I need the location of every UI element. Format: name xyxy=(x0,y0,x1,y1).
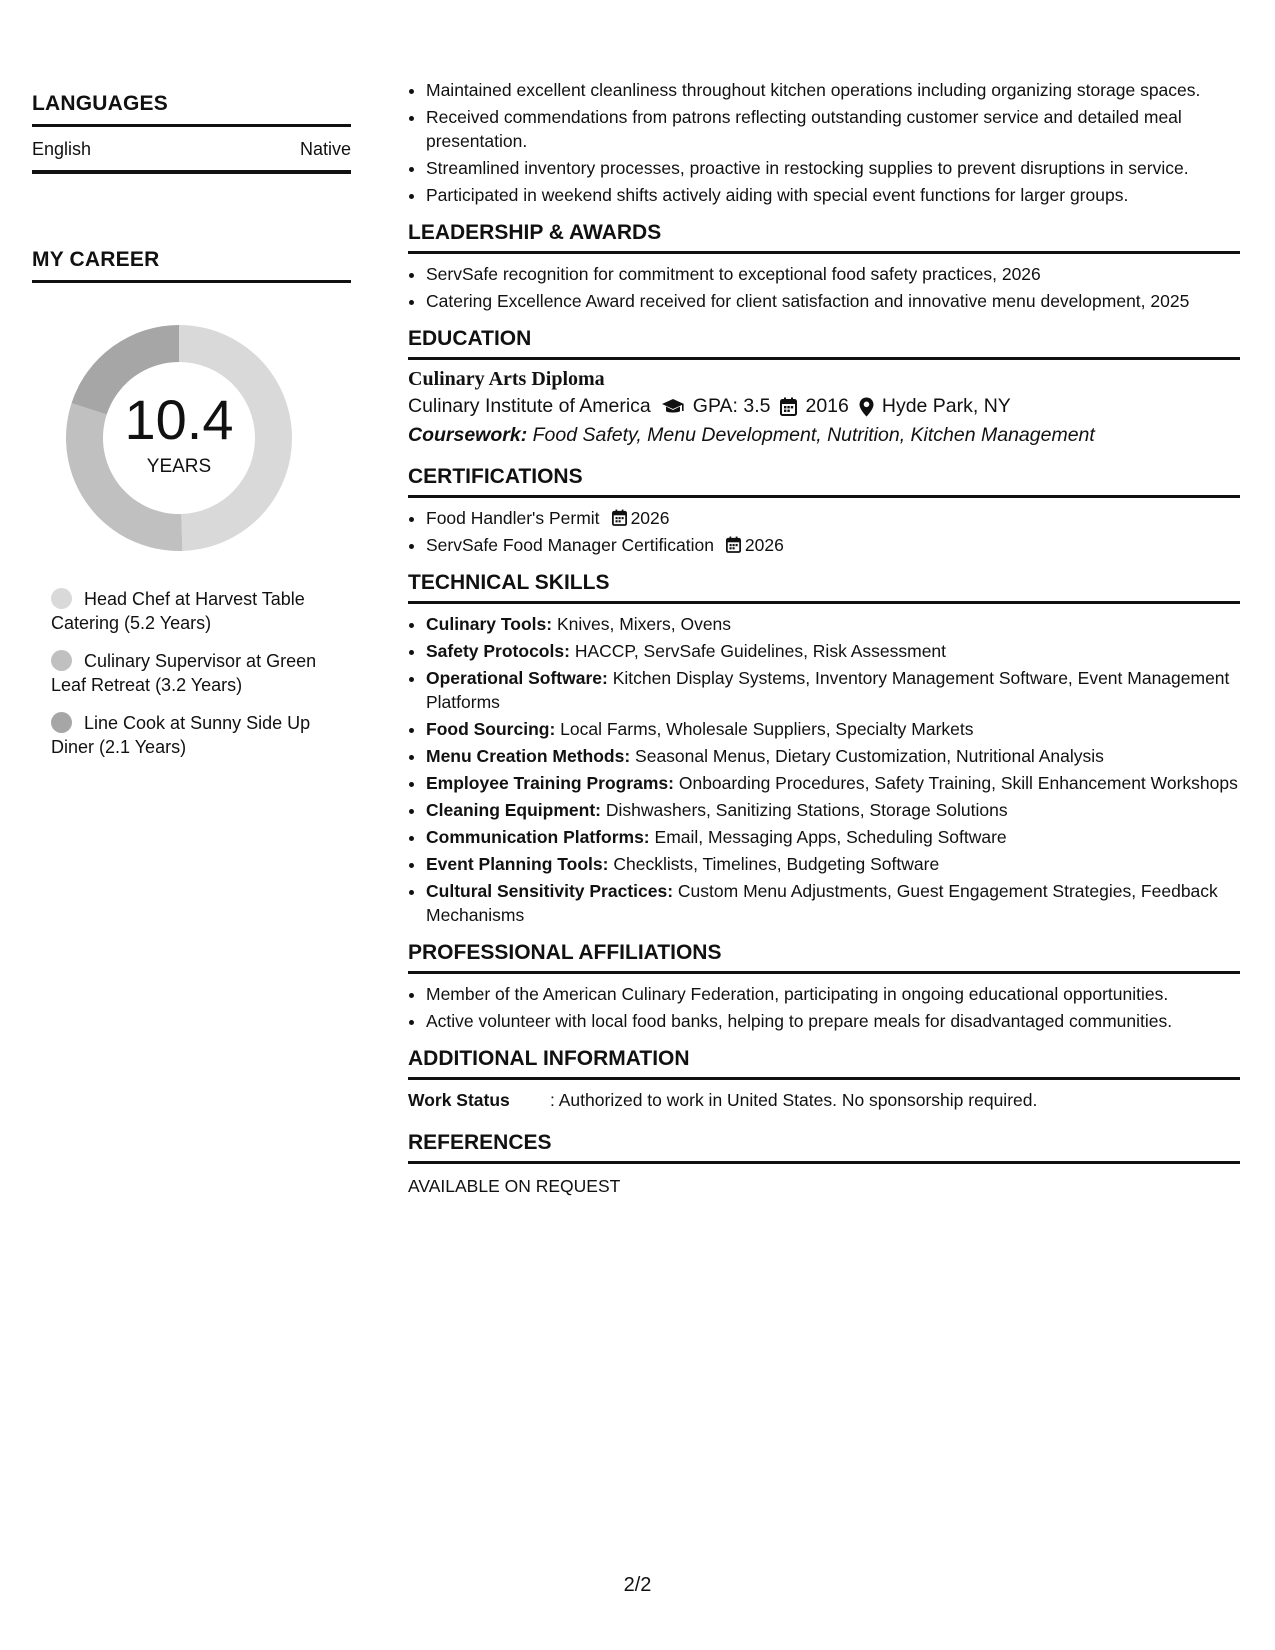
coursework-text: Food Safety, Menu Development, Nutrition, Kitchen Management xyxy=(532,424,1095,446)
leadership-item: • Catering Excellence Award received for client satisfaction and innovative menu development, 2025 xyxy=(426,289,1240,313)
career-legend-item xyxy=(51,711,341,759)
career-heading: MY CAREER xyxy=(32,248,160,271)
education-degree: Culinary Arts Diploma xyxy=(408,368,605,390)
languages-section xyxy=(32,92,351,174)
leadership-item: • ServSafe recognition for commitment to exceptional food safety practices, 2026 xyxy=(426,262,1240,286)
leadership-heading: LEADERSHIP & AWARDS xyxy=(408,221,1240,254)
skill-item xyxy=(426,666,1240,714)
skill-value: Custom Menu Adjustments, Guest Engagement Strategies, Feedback Mechanisms xyxy=(426,881,1218,925)
skills-heading: TECHNICAL SKILLS xyxy=(408,571,1240,604)
education-school: Culinary Institute of America xyxy=(408,395,651,417)
skill-value: Email, Messaging Apps, Scheduling Software xyxy=(654,827,1007,847)
education-gpa: GPA: 3.5 xyxy=(692,395,771,417)
references-text: AVAILABLE ON REQUEST xyxy=(408,1176,621,1196)
experience-bullet: • Received commendations from patrons reflecting outstanding customer service and detailed meal presentation. xyxy=(426,105,1240,153)
map-pin-icon xyxy=(859,397,874,417)
skill-value: Knives, Mixers, Ovens xyxy=(556,614,732,634)
work-status-value: : Authorized to work in United States. No sponsorship required. xyxy=(550,1090,1038,1110)
certification-name: ServSafe Food Manager Certification xyxy=(426,535,714,555)
coursework-label: Coursework: xyxy=(408,424,528,446)
skill-label: Communication Platforms: xyxy=(426,827,650,847)
skill-value: Kitchen Display Systems, Inventory Management Software, Event Management Platforms xyxy=(426,668,1230,712)
certifications-list xyxy=(408,506,1240,557)
skill-value: HACCP, ServSafe Guidelines, Risk Assessment xyxy=(574,641,947,661)
career-donut xyxy=(66,325,292,551)
skill-label: Safety Protocols: xyxy=(426,641,570,661)
skill-label: Cultural Sensitivity Practices: xyxy=(426,881,674,901)
skills-list xyxy=(408,612,1240,927)
education-heading: EDUCATION xyxy=(408,327,1240,360)
languages-heading: LANGUAGES xyxy=(32,92,168,115)
experience-bullet: • Maintained excellent cleanliness throughout kitchen operations including organizing storage spaces. xyxy=(426,78,1240,102)
skill-label: Event Planning Tools: xyxy=(426,854,609,874)
skill-label: Culinary Tools: xyxy=(426,614,553,634)
skill-item xyxy=(426,771,1240,795)
skill-value: Local Farms, Wholesale Suppliers, Specialty Markets xyxy=(560,719,974,739)
leadership-list xyxy=(408,262,1240,313)
education-location: Hyde Park, NY xyxy=(881,395,1011,417)
affiliations-list xyxy=(408,982,1240,1033)
career-total-value: 10.4 xyxy=(124,388,234,451)
affiliation-item: • Active volunteer with local food banks, helping to prepare meals for disadvantaged communities. xyxy=(426,1009,1240,1033)
language-level: Native xyxy=(299,139,351,159)
references-heading: REFERENCES xyxy=(408,1131,1240,1164)
legend-dot xyxy=(51,712,72,733)
career-legend-label: Head Chef at Harvest Table Catering (5.2 Years) xyxy=(51,589,305,633)
skill-label: Food Sourcing: xyxy=(426,719,556,739)
skill-label: Cleaning Equipment: xyxy=(426,800,601,820)
skill-label: Employee Training Programs: xyxy=(426,773,674,793)
calendar-icon xyxy=(612,509,627,526)
left-column xyxy=(32,92,351,773)
skill-item xyxy=(426,852,1240,876)
career-legend-label: Line Cook at Sunny Side Up Diner (2.1 Years) xyxy=(51,713,311,757)
career-legend-label: Culinary Supervisor at Green Leaf Retreat (3.2 Years) xyxy=(51,651,317,695)
career-legend xyxy=(51,587,341,759)
career-total-unit: YEARS xyxy=(146,456,212,477)
experience-bullets xyxy=(408,78,1240,207)
skill-label: Menu Creation Methods: xyxy=(426,746,631,766)
skill-item xyxy=(426,639,1240,663)
certifications-heading: CERTIFICATIONS xyxy=(408,465,1240,498)
skill-item xyxy=(426,798,1240,822)
language-row xyxy=(32,127,351,174)
skill-item xyxy=(426,879,1240,927)
legend-dot xyxy=(51,588,72,609)
certification-year: 2026 xyxy=(630,508,670,528)
education-details xyxy=(408,395,1240,418)
calendar-icon xyxy=(726,536,741,553)
affiliations-heading: PROFESSIONAL AFFILIATIONS xyxy=(408,941,1240,974)
page-number: 2/2 xyxy=(623,1574,652,1596)
language-name: English xyxy=(32,139,92,159)
skill-item xyxy=(426,612,1240,636)
certification-item xyxy=(426,533,1240,557)
certification-item xyxy=(426,506,1240,530)
legend-dot xyxy=(51,650,72,671)
experience-bullet: • Participated in weekend shifts actively aiding with special event functions for larger groups. xyxy=(426,183,1240,207)
career-section xyxy=(32,248,351,759)
skill-value: Seasonal Menus, Dietary Customization, Nutritional Analysis xyxy=(635,746,1104,766)
graduation-cap-icon xyxy=(661,398,685,416)
career-legend-item xyxy=(51,587,341,635)
skill-value: Checklists, Timelines, Budgeting Software xyxy=(613,854,940,874)
certification-name: Food Handler's Permit xyxy=(426,508,600,528)
certification-year: 2026 xyxy=(744,535,784,555)
additional-heading: ADDITIONAL INFORMATION xyxy=(408,1047,1240,1080)
skill-item xyxy=(426,717,1240,741)
career-total xyxy=(66,325,292,551)
calendar-icon xyxy=(780,397,797,416)
work-status-row xyxy=(408,1090,1240,1111)
career-rule xyxy=(32,280,351,283)
skill-value: Dishwashers, Sanitizing Stations, Storage Solutions xyxy=(605,800,1008,820)
affiliation-item: • Member of the American Culinary Federation, participating in ongoing educational opportunities. xyxy=(426,982,1240,1006)
skill-label: Operational Software: xyxy=(426,668,608,688)
work-status-label: Work Status xyxy=(408,1090,510,1110)
skill-value: Onboarding Procedures, Safety Training, Skill Enhancement Workshops xyxy=(678,773,1238,793)
right-column xyxy=(408,78,1240,1197)
education-coursework xyxy=(408,424,1240,447)
experience-bullet: • Streamlined inventory processes, proactive in restocking supplies to prevent disruptions in service. xyxy=(426,156,1240,180)
skill-item xyxy=(426,744,1240,768)
skill-item xyxy=(426,825,1240,849)
education-year: 2016 xyxy=(805,395,849,417)
career-legend-item xyxy=(51,649,341,697)
